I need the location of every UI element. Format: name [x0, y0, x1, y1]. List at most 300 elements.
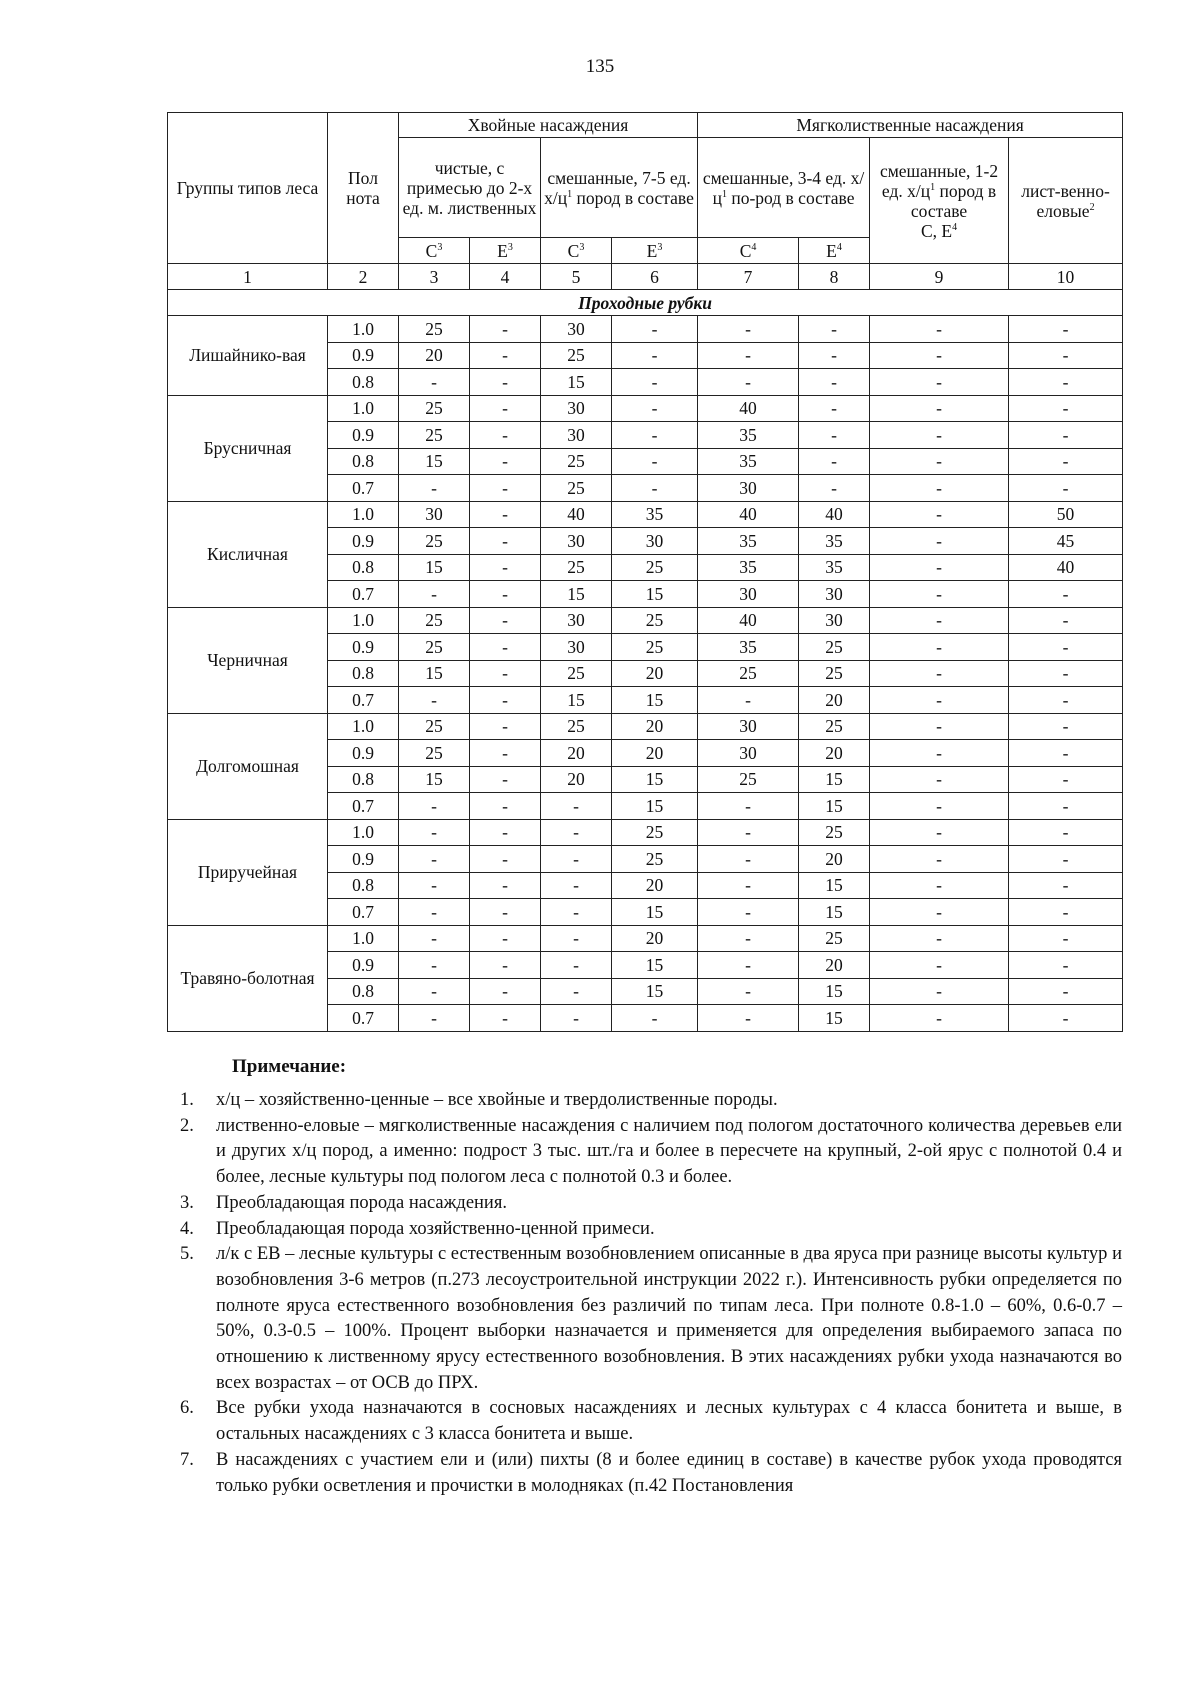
table-cell: 35: [698, 554, 799, 581]
table-cell: 25: [799, 660, 870, 687]
table-cell: -: [470, 634, 541, 661]
table-cell: -: [799, 342, 870, 369]
table-cell: 20: [612, 660, 698, 687]
table-cell: 20: [612, 872, 698, 899]
table-row: [168, 925, 1123, 952]
table-cell: -: [870, 1005, 1009, 1032]
table-cell: -: [541, 925, 612, 952]
table-cell: -: [799, 395, 870, 422]
table-cell: -: [470, 819, 541, 846]
table-cell: -: [399, 475, 470, 502]
density-cell: 0.9: [328, 952, 399, 979]
code-spruce-admixture: $Е^4$: [799, 238, 870, 264]
table-cell: 15: [399, 448, 470, 475]
table-cell: -: [870, 316, 1009, 343]
table-cell: 15: [612, 766, 698, 793]
table-cell: 15: [541, 369, 612, 396]
code-spruce-dominant: $Е^3$: [612, 238, 698, 264]
table-cell: -: [799, 475, 870, 502]
table-cell: -: [399, 687, 470, 714]
density-cell: 0.8: [328, 660, 399, 687]
table-cell: -: [1009, 766, 1123, 793]
table-cell: 35: [698, 634, 799, 661]
table-cell: 25: [799, 819, 870, 846]
table-cell: -: [541, 899, 612, 926]
density-cell: 0.7: [328, 793, 399, 820]
table-cell: -: [698, 1005, 799, 1032]
column-number-row: [168, 264, 1123, 290]
table-row: [168, 713, 1123, 740]
table-cell: -: [399, 925, 470, 952]
table-cell: -: [870, 952, 1009, 979]
table-cell: 20: [541, 766, 612, 793]
density-cell: 0.7: [328, 475, 399, 502]
note-text: Преобладающая порода насаждения.: [216, 1192, 507, 1213]
table-cell: 30: [799, 607, 870, 634]
table-cell: -: [870, 766, 1009, 793]
column-number: 2: [328, 264, 399, 290]
table-cell: -: [541, 1005, 612, 1032]
note-item: [180, 1114, 1122, 1191]
table-cell: -: [870, 448, 1009, 475]
table-cell: -: [1009, 1005, 1123, 1032]
table-cell: -: [470, 1005, 541, 1032]
table-cell: 30: [698, 740, 799, 767]
table-cell: -: [470, 607, 541, 634]
table-cell: 35: [698, 422, 799, 449]
table-cell: -: [470, 528, 541, 555]
density-cell: 0.8: [328, 978, 399, 1005]
table-cell: -: [870, 581, 1009, 608]
table-cell: -: [870, 687, 1009, 714]
table-cell: 15: [612, 978, 698, 1005]
density-cell: 1.0: [328, 925, 399, 952]
table-cell: -: [698, 819, 799, 846]
table-cell: -: [470, 846, 541, 873]
table-cell: 30: [698, 475, 799, 502]
table-cell: -: [1009, 687, 1123, 714]
table-cell: 15: [399, 766, 470, 793]
table-cell: 25: [399, 316, 470, 343]
table-cell: -: [470, 899, 541, 926]
table-cell: 15: [399, 554, 470, 581]
table-cell: -: [470, 501, 541, 528]
table-cell: 15: [399, 660, 470, 687]
table-cell: 25: [399, 395, 470, 422]
table-cell: 25: [541, 660, 612, 687]
note-number: 7.: [180, 1449, 194, 1470]
table-cell: 30: [541, 395, 612, 422]
table-cell: -: [870, 369, 1009, 396]
density-cell: 0.9: [328, 740, 399, 767]
table-cell: -: [698, 793, 799, 820]
table-cell: -: [612, 475, 698, 502]
section-title: Проходные рубки: [168, 290, 1123, 316]
table-cell: -: [541, 846, 612, 873]
density-cell: 1.0: [328, 607, 399, 634]
table-cell: 30: [698, 581, 799, 608]
table-cell: -: [1009, 634, 1123, 661]
table-cell: -: [399, 978, 470, 1005]
table-cell: 15: [799, 978, 870, 1005]
table-cell: 30: [541, 634, 612, 661]
table-cell: -: [399, 369, 470, 396]
table-cell: -: [870, 607, 1009, 634]
table-cell: -: [399, 581, 470, 608]
page-number: 135: [585, 56, 615, 77]
table-cell: 25: [541, 448, 612, 475]
table-cell: 15: [799, 872, 870, 899]
table-cell: 20: [612, 925, 698, 952]
note-number: 3.: [180, 1192, 194, 1213]
table-cell: 15: [799, 899, 870, 926]
table-cell: 25: [399, 713, 470, 740]
header-forest-type-groups: Группы типов леса: [168, 113, 328, 264]
header-softwood-stands: Мягколиственные насаждения: [698, 113, 1123, 138]
density-cell: 0.8: [328, 554, 399, 581]
table-row: [168, 501, 1123, 528]
note-item: [180, 1242, 1122, 1396]
density-cell: 0.9: [328, 342, 399, 369]
table-cell: -: [870, 634, 1009, 661]
note-text: В насаждениях с участием ели и (или) пихты (8 и более единиц в составе) в качестве рубок ухода проводятся только рубки осветления и прочистки в молодняках (п.42 Постановления: [216, 1449, 1122, 1496]
table-cell: -: [612, 342, 698, 369]
table-cell: -: [698, 925, 799, 952]
table-cell: -: [1009, 740, 1123, 767]
table-cell: -: [1009, 872, 1123, 899]
table-cell: -: [470, 660, 541, 687]
table-cell: 30: [698, 713, 799, 740]
table-cell: -: [1009, 369, 1123, 396]
table-cell: -: [399, 1005, 470, 1032]
table-cell: 25: [541, 554, 612, 581]
table-cell: 35: [612, 501, 698, 528]
density-cell: 1.0: [328, 316, 399, 343]
table-cell: -: [541, 952, 612, 979]
table-cell: -: [698, 846, 799, 873]
table-cell: -: [870, 872, 1009, 899]
table-cell: 25: [612, 554, 698, 581]
table-cell: -: [470, 952, 541, 979]
table-cell: -: [1009, 713, 1123, 740]
note-number: 6.: [180, 1398, 194, 1419]
header-mixed-3-4: смешанные, 3-4 ед. $х/ц^1$ по-род в составе: [698, 138, 870, 238]
density-cell: 0.8: [328, 872, 399, 899]
note-item: [180, 1191, 1122, 1217]
table-cell: -: [470, 554, 541, 581]
table-cell: -: [1009, 581, 1123, 608]
forest-type-group: Травяно-болотная: [168, 925, 328, 1031]
density-cell: 1.0: [328, 819, 399, 846]
density-cell: 0.8: [328, 369, 399, 396]
table-cell: -: [799, 369, 870, 396]
table-cell: 25: [399, 422, 470, 449]
table-cell: -: [399, 899, 470, 926]
table-cell: -: [870, 342, 1009, 369]
table-cell: -: [870, 713, 1009, 740]
forest-type-group: Приручейная: [168, 819, 328, 925]
table-cell: 15: [799, 766, 870, 793]
table-cell: -: [612, 316, 698, 343]
table-cell: -: [870, 528, 1009, 555]
table-cell: -: [399, 846, 470, 873]
table-cell: -: [870, 846, 1009, 873]
table-cell: -: [870, 978, 1009, 1005]
table-cell: -: [698, 687, 799, 714]
table-cell: -: [799, 422, 870, 449]
code-pine-dominant: $С^3$: [399, 238, 470, 264]
table-cell: -: [870, 899, 1009, 926]
density-cell: 0.7: [328, 581, 399, 608]
table-cell: 40: [541, 501, 612, 528]
table-cell: 30: [399, 501, 470, 528]
column-number: 5: [541, 264, 612, 290]
note-item: [180, 1396, 1122, 1447]
table-cell: -: [399, 872, 470, 899]
note-item: [180, 1217, 1122, 1243]
table-cell: 15: [799, 793, 870, 820]
table-cell: -: [612, 422, 698, 449]
table-cell: 15: [541, 687, 612, 714]
table-cell: -: [698, 899, 799, 926]
table-cell: -: [541, 872, 612, 899]
table-cell: 20: [612, 740, 698, 767]
table-cell: -: [1009, 952, 1123, 979]
table-cell: -: [612, 369, 698, 396]
table-cell: 25: [541, 342, 612, 369]
table-cell: -: [470, 369, 541, 396]
table-cell: -: [698, 369, 799, 396]
table-cell: 45: [1009, 528, 1123, 555]
table-row: [168, 316, 1123, 343]
note-text: лиственно-еловые – мягколиственные насаждения с наличием под пологом достаточного количества деревьев ели и других х/ц пород, а именно: подрост 3 тыс. шт./га и более в пересчете на крупный, 2-ой ярус с полнотой 0.4 и более, лесные культуры под пологом леса с полнотой 0.3 и более.: [216, 1115, 1122, 1188]
column-number: 9: [870, 264, 1009, 290]
note-text: Преобладающая порода хозяйственно-ценной примеси.: [216, 1218, 655, 1239]
table-cell: -: [870, 925, 1009, 952]
table-cell: -: [698, 342, 799, 369]
table-cell: -: [1009, 422, 1123, 449]
code-spruce-dominant: $Е^3$: [470, 238, 541, 264]
table-cell: -: [870, 793, 1009, 820]
table-cell: 50: [1009, 501, 1123, 528]
table-cell: 20: [799, 687, 870, 714]
density-cell: 0.7: [328, 687, 399, 714]
header-coniferous-stands: Хвойные насаждения: [399, 113, 698, 138]
density-cell: 1.0: [328, 501, 399, 528]
table-cell: -: [1009, 475, 1123, 502]
table-cell: 30: [541, 607, 612, 634]
table-cell: -: [870, 501, 1009, 528]
table-cell: -: [470, 316, 541, 343]
table-cell: -: [470, 872, 541, 899]
note-number: 1.: [180, 1090, 194, 1110]
table-cell: -: [870, 475, 1009, 502]
header-mixed-7-5: смешанные, 7-5 ед. $х/ц^1$ пород в составе: [541, 138, 698, 238]
table-cell: 25: [799, 634, 870, 661]
forest-type-group: Долгомошная: [168, 713, 328, 819]
table-cell: 35: [698, 528, 799, 555]
table-cell: -: [1009, 819, 1123, 846]
table-cell: -: [870, 660, 1009, 687]
table-cell: -: [1009, 978, 1123, 1005]
table-cell: 25: [612, 634, 698, 661]
forest-type-group: Черничная: [168, 607, 328, 713]
note-number: 4.: [180, 1218, 194, 1239]
table-cell: 20: [799, 846, 870, 873]
table-cell: 30: [541, 316, 612, 343]
header-density: Пол нота: [328, 113, 399, 264]
table-cell: 25: [799, 713, 870, 740]
table-cell: -: [470, 581, 541, 608]
table-cell: -: [470, 713, 541, 740]
table-cell: 25: [541, 475, 612, 502]
table-cell: 25: [612, 846, 698, 873]
table-cell: -: [698, 872, 799, 899]
table-cell: 25: [698, 766, 799, 793]
code-pine-admixture: $С^4$: [698, 238, 799, 264]
density-cell: 0.9: [328, 846, 399, 873]
table-cell: 25: [399, 740, 470, 767]
forest-type-group: Лишайнико-вая: [168, 316, 328, 396]
table-cell: -: [470, 448, 541, 475]
table-cell: 25: [399, 634, 470, 661]
table-cell: -: [870, 554, 1009, 581]
table-cell: 30: [799, 581, 870, 608]
table-cell: 20: [541, 740, 612, 767]
table-cell: 40: [698, 395, 799, 422]
table-cell: -: [470, 687, 541, 714]
table-cell: 40: [698, 607, 799, 634]
table-cell: -: [1009, 448, 1123, 475]
note-text: Все рубки ухода назначаются в сосновых насаждениях и лесных культурах с 4 класса бонитета и выше, в остальных насаждениях с 3 класса бонитета и выше.: [216, 1398, 1122, 1445]
density-cell: 1.0: [328, 713, 399, 740]
table-cell: 15: [612, 899, 698, 926]
table-cell: -: [612, 448, 698, 475]
table-cell: -: [1009, 607, 1123, 634]
column-number: 6: [612, 264, 698, 290]
table-cell: -: [470, 342, 541, 369]
thinning-intensity-table: [167, 112, 1123, 1032]
density-cell: 0.9: [328, 634, 399, 661]
table-cell: -: [1009, 316, 1123, 343]
table-cell: -: [612, 1005, 698, 1032]
table-cell: 40: [698, 501, 799, 528]
note-text: х/ц – хозяйственно-ценные – все хвойные и твердолиственные породы.: [216, 1090, 778, 1110]
table-cell: -: [470, 395, 541, 422]
table-cell: 25: [612, 607, 698, 634]
column-number: 7: [698, 264, 799, 290]
table-cell: 15: [612, 952, 698, 979]
table-cell: -: [470, 475, 541, 502]
table-cell: -: [470, 422, 541, 449]
density-cell: 0.9: [328, 422, 399, 449]
column-number: 4: [470, 264, 541, 290]
table-row: [168, 607, 1123, 634]
note-text: л/к с ЕВ – лесные культуры с естественным возобновлением описанные в два яруса при разнице высоты культур и возобновления 3-6 метров (п.273 лесоустроительной инструкции 2022 г.). Интенсивность рубки определяется по полноте яруса естественного возобновления без различий по типам леса. При полноте 0.8-1.0 – 60%, 0.6-0.7 – 50%, 0.3-0.5 – 100%. Процент выборки назначается и применяется для определения выбираемого запаса по отношению к лиственному ярусу естественного возобновления. В этих насаждениях рубки ухода назначаются во всех возрастах – от ОСВ до ПРХ.: [216, 1244, 1122, 1393]
header-mixed-1-2: смешанные, 1-2 ед. $х/ц^1$ пород в составе С, $Е^4$: [870, 138, 1009, 264]
table-cell: -: [470, 766, 541, 793]
note-number: 5.: [180, 1244, 194, 1265]
table-cell: 15: [612, 581, 698, 608]
table-cell: -: [870, 395, 1009, 422]
table-row: [168, 819, 1123, 846]
table-cell: 40: [799, 501, 870, 528]
table-cell: 20: [612, 713, 698, 740]
table-row: [168, 395, 1123, 422]
table-cell: 15: [612, 687, 698, 714]
column-number: 10: [1009, 264, 1123, 290]
table-cell: -: [1009, 846, 1123, 873]
table-cell: -: [470, 793, 541, 820]
column-number: 8: [799, 264, 870, 290]
table-cell: 25: [698, 660, 799, 687]
table-cell: -: [541, 793, 612, 820]
density-cell: 0.8: [328, 766, 399, 793]
table-cell: -: [1009, 660, 1123, 687]
table-cell: 20: [799, 740, 870, 767]
table-cell: -: [799, 316, 870, 343]
code-pine-dominant: $С^3$: [541, 238, 612, 264]
table-cell: 30: [612, 528, 698, 555]
density-cell: 1.0: [328, 395, 399, 422]
note-item: [180, 1088, 1122, 1114]
forest-type-group: Брусничная: [168, 395, 328, 501]
table-cell: -: [698, 978, 799, 1005]
table-cell: -: [470, 925, 541, 952]
table-cell: 35: [799, 528, 870, 555]
table-cell: -: [470, 740, 541, 767]
table-cell: -: [399, 952, 470, 979]
table-cell: -: [470, 978, 541, 1005]
table-cell: 30: [541, 422, 612, 449]
table-cell: -: [1009, 793, 1123, 820]
table-cell: 25: [541, 713, 612, 740]
density-cell: 0.7: [328, 1005, 399, 1032]
table-cell: 20: [799, 952, 870, 979]
table-cell: -: [698, 316, 799, 343]
table-cell: -: [612, 395, 698, 422]
table-cell: 15: [541, 581, 612, 608]
table-cell: 30: [541, 528, 612, 555]
table-cell: 25: [399, 607, 470, 634]
table-cell: -: [1009, 925, 1123, 952]
table-cell: -: [1009, 395, 1123, 422]
notes-list: [180, 1088, 1122, 1499]
density-cell: 0.9: [328, 528, 399, 555]
table-cell: 20: [399, 342, 470, 369]
density-cell: 0.7: [328, 899, 399, 926]
forest-type-group: Кисличная: [168, 501, 328, 607]
table-cell: -: [399, 793, 470, 820]
note-item: [180, 1448, 1122, 1499]
table-cell: 40: [1009, 554, 1123, 581]
table-cell: -: [541, 978, 612, 1005]
table-cell: 25: [799, 925, 870, 952]
note-number: 2.: [180, 1115, 194, 1136]
table-cell: -: [698, 952, 799, 979]
table-cell: -: [870, 740, 1009, 767]
density-cell: 0.8: [328, 448, 399, 475]
notes-title: Примечание:: [232, 1056, 347, 1077]
table-cell: -: [541, 819, 612, 846]
table-cell: 25: [612, 819, 698, 846]
table-cell: -: [399, 819, 470, 846]
table-cell: 35: [799, 554, 870, 581]
header-pure-stands: чистые, с примесью до 2-х ед. м. лиственных: [399, 138, 541, 238]
table-cell: -: [870, 819, 1009, 846]
table-cell: 25: [399, 528, 470, 555]
table-cell: -: [799, 448, 870, 475]
